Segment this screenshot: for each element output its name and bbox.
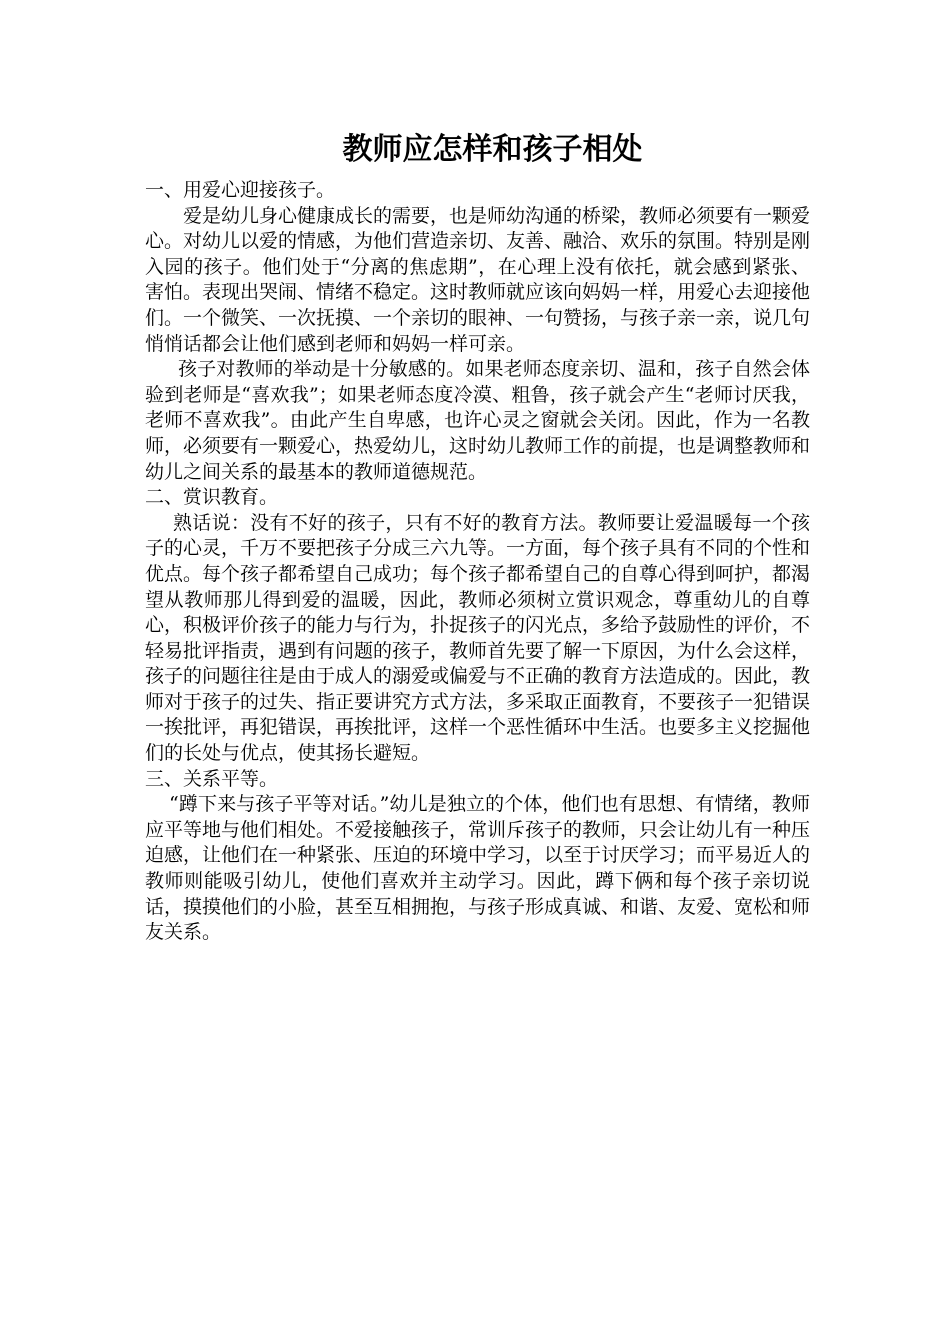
paragraph-appreciation-1: 熟话说：没有不好的孩子，只有不好的教育方法。教师要让爱温暖每一个孩子的心灵，千万不要把孩子分成三六九等。一方面，每个孩子具有不同的个性和优点。每个孩子都希望自己成功；每个孩子都希望自己的自尊心得到呵护，都渴望从教师那儿得到爱的温暖，因此，教师必须树立赏识观念，尊重幼儿的自尊心，积极评价孩子的能力与行为，扑捉孩子的闪光点，多给予鼓励性的评价，不轻易批评指责，遇到有问题的孩子，教师首先要了解一下原因，为什么会这样，孩子的问题往往是由于成人的溺爱或偏爱与不正确的教育方法造成的。因此，教师对于孩子的过失、指正要讲究方式方法，多采取正面教育，不要孩子一犯错误一挨批评，再犯错误，再挨批评，这样一个恶性循环中生活。也要多主义挖掘他们的长处与优点，使其扬长避短。	[145, 511, 811, 765]
section-heading-love: 一、用爱心迎接孩子。	[145, 179, 336, 201]
paragraph-equality-1: “蹲下来与孩子平等对话。”幼儿是独立的个体，他们也有思想、有情绪，教师应平等地与他们相处。不爱接触孩子，常训斥孩子的教师，只会让幼儿有一种压迫感，让他们在一种紧张、压迫的环境中学习，以至于讨厌学习；而平易近人的教师则能吸引幼儿，使他们喜欢并主动学习。因此，蹲下俩和每个孩子亲切说话，摸摸他们的小脸，甚至互相拥抱，与孩子形成真诚、和谐、友爱、宽松和师友关系。	[145, 793, 811, 944]
document-title: 教师应怎样和孩子相处	[342, 132, 643, 167]
document-page	[145, 128, 810, 946]
paragraph-love-1: 爱是幼儿身心健康成长的需要，也是师幼沟通的桥梁，教师必须要有一颗爱心。对幼儿以爱的情感，为他们营造亲切、友善、融洽、欢乐的氛围。特别是刚入园的孩子。他们处于“分离的焦虑期”，在心理上没有依托，就会感到紧张、害怕。表现出哭闹、情绪不稳定。这时教师就应该向妈妈一样，用爱心去迎接他们。一个微笑、一次抚摸、一个亲切的眼神、一句赞扬，与孩子亲一亲，说几句悄悄话都会让他们感到老师和妈妈一样可亲。	[145, 204, 811, 355]
paragraph-love-2: 孩子对教师的举动是十分敏感的。如果老师态度亲切、温和，孩子自然会体验到老师是“喜欢我”；如果老师态度冷漠、粗鲁，孩子就会产生“老师讨厌我，老师不喜欢我”。由此产生自卑感，也许心灵之窗就会关闭。因此，作为一名教师，必须要有一颗爱心，热爱幼儿，这时幼儿教师工作的前提，也是调整教师和幼儿之间关系的最基本的教师道德规范。	[145, 358, 811, 483]
section-heading-equality: 三、关系平等。	[145, 767, 279, 790]
section-heading-appreciation: 二、赏识教育。	[145, 486, 279, 509]
